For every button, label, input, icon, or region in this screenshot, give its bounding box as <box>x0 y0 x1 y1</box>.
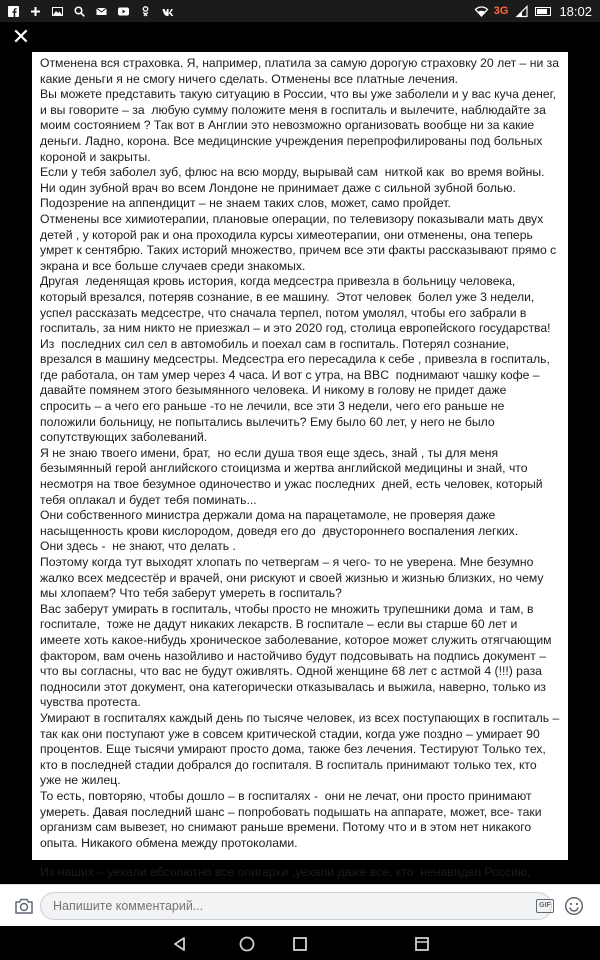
play-icon <box>118 6 129 17</box>
system-icons <box>475 4 592 19</box>
overflow-menu-icon[interactable] <box>412 934 432 954</box>
post-text-continuation: Из наших – уехали абсолютно все олигархи ,уехали даже все, кто ненавидел Россию, <box>40 865 531 880</box>
network-type-label: 3G <box>493 5 509 17</box>
home-icon[interactable] <box>237 934 257 954</box>
post-text-body: Отменена вся страховка. Я, например, платила за самую дорогую страховку 20 лет – ни за какие деньги я не смогу ничего сделать. Отменены все платные лечения. Вы можете представить такую ситуацию в России, что вы уже заболели и у вас куча денег, и вы говорите – за любую сумму положите меня в госпиталь и вылечите, наблюдайте за моим состоянием ? Так вот в Англии это невозможно организовать вообще ни за какие деньги. Ладно, корона. Все медицинские учреждения перепрофилированы под больных короной и закрыты. Если у тебя заболел зуб, флюс на всю морду, вырывай сам ниткой как во время войны. Ни один зубной врач во всем Лондоне не принимает даже с сильной зубной болью. Подозрение на аппендицит – не знаем таких слов, может, само пройдет. Отменены все химиотерапии, плановые операции, по телевизору показывали мать двух детей , у которой рак и она проходила курсы химеотерапии, они отменены, она теперь умрет к сентябрю. Таких историй множество, причем все эти факты рассказывают прямо с экрана и все больше случаев среди знакомых. Другая леденящая кровь история, когда медсестра привезла в больницу человека, который врезался, потеряв сознание, в ее машину. Этот человек болел уже 3 недели, успел рассказать медсестре, что сначала терпел, потом умолял, чтобы его забрали в госпиталь, за ним никто не приезжал – и это 2020 год, столица европейского государства! Из последних сил сел в автомобиль и поехал сам в госпиталь. Потерял сознание, врезался в машину медсестры. Медсестра его пересадила к себе , привезла в госпиталь, где работала, он там умер через 4 часа. И вот с утра, на BBC поднимают чашку кофе – давайте помянем этого безымянного человека. И никому в голову не придет даже спросить – а чего его раньше -то не лечили, все эти 3 недели, чего его раньше не положили больницу, не попытались вылечить? Ему было 60 лет, у него не было сопутствующих заболеваний. Я не знаю твоего имени, брат, но если душа твоя еще здесь, знай , ты для меня безымянный герой английского стоицизма и жертва английской медицины и знай, что несмотря на твое безумное одиночество и ужас последних дней, есть человек, который тебя оплакал и будет тебя поминать... Они собственного министра держали дома на парацетамоле, не проверяя даже насыщенность крови кислородом, доведя его до двустороннего воспаления легких. Они здесь - не знают, что делать . Поэтому когда тут выходят хлопать по четвергам – я чего- то не уверена. Мне безумно жалко всех медсестёр и врачей, они рискуют и своей жизнью и жизнью близких, но чему мы хлопаем? Что тебя заберут умереть в госпиталь? Вас заберут умирать в госпиталь, чтобы просто не множить трупешники дома и там, в госпитале, тоже не дадут никаких лекарств. В госпитале – если вы старше 60 лет и имеете хоть какое-нибудь хроническое заболевание, которое может служить отягчающим фактором, вам очень назойливо и настойчиво будут подсовывать на подпись документ – что вы согласны, что вас не будут оживлять. Одной женщине 68 лет с астмой 4 (!!!) раза подносили этот документ, она категорически отказывалась и выжила, наверно, только из чувства протеста. Умирают в госпиталях каждый день по тысяче человек, из всех поступающих в госпиталь – так как они поступают уже в совсем критической стадии, когда уже поздно – умирает 90 процентов. Еще тысячи умирают просто дома, также без лечения. Тестируют Только тех, кто в последней стадии добрался до госпиталя. В госпиталь принимают только тех, кто уже не жилец. То есть, повторяю, чтобы дошло – в госпиталях - они не лечат, они просто принимают умереть. Давая последний шанс – попробовать подышать на аппарате, может, все- таки организм сам вывезет, но снимают раньше времени. Потому что и в этом нет никакого опыта. Никакого обмена между протоколами. <box>40 56 560 850</box>
plus-icon <box>30 6 41 17</box>
comment-bar <box>0 884 600 926</box>
comment-input[interactable] <box>40 892 552 920</box>
post-text-image <box>32 52 568 880</box>
camera-icon[interactable] <box>14 897 34 915</box>
status-bar <box>0 0 600 22</box>
android-nav-bar <box>0 926 600 960</box>
vk-icon <box>162 6 173 17</box>
mail-icon <box>96 6 107 17</box>
notification-icons <box>8 6 173 17</box>
search-icon <box>74 6 85 17</box>
viewer-toolbar <box>0 22 600 52</box>
emoji-icon[interactable] <box>564 896 584 916</box>
close-button[interactable] <box>10 26 32 48</box>
facebook-icon <box>8 6 19 17</box>
wifi-icon <box>475 6 486 17</box>
battery-icon <box>535 7 551 16</box>
back-icon[interactable] <box>170 934 190 954</box>
ok-icon <box>140 6 151 17</box>
close-icon: ✕ <box>11 24 31 49</box>
image-icon <box>52 6 63 17</box>
gif-button[interactable]: GIF <box>536 899 554 913</box>
clock: 18:02 <box>559 3 592 19</box>
recents-icon[interactable] <box>290 934 310 954</box>
signal-icon <box>516 6 527 17</box>
